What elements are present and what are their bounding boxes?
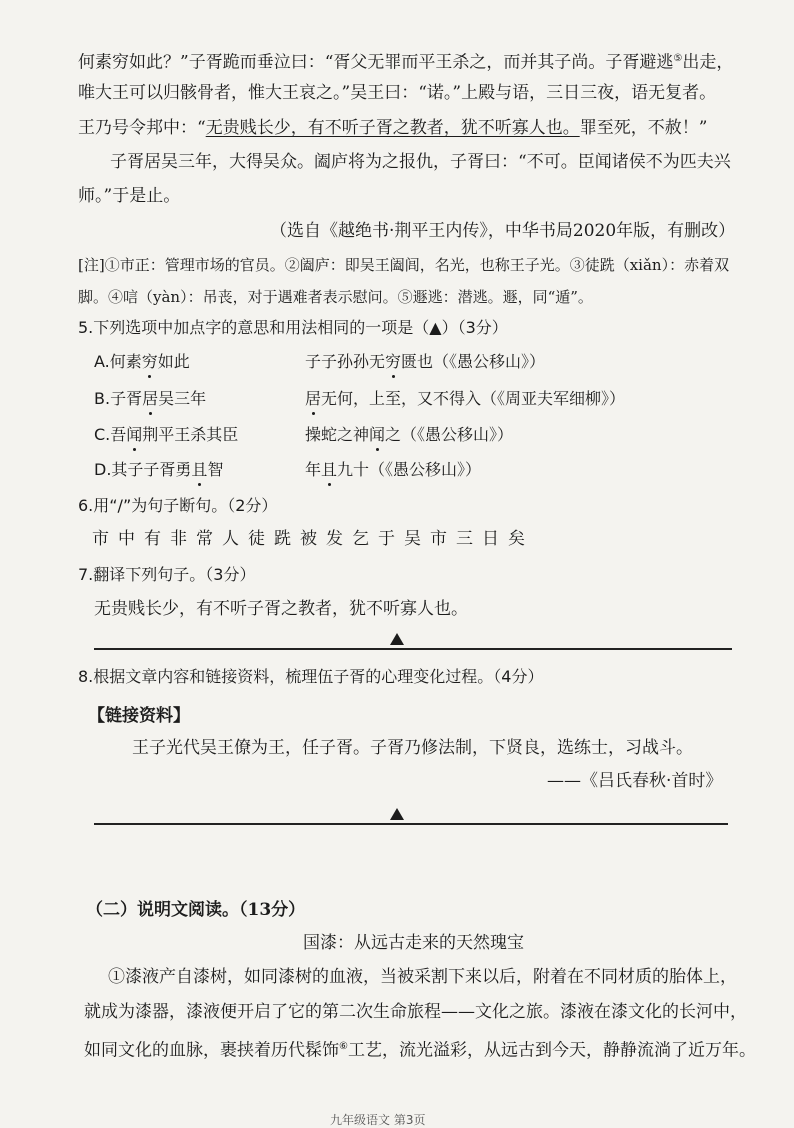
section2-heading: （二）说明文阅读。（13分） bbox=[86, 900, 306, 920]
article-para-line-2: 就成为漆器，漆液便开启了它的第二次生命旅程——文化之旅。漆液在漆文化的长河中， bbox=[84, 1002, 747, 1022]
answer-line-q8[interactable] bbox=[94, 823, 728, 825]
q5-option-c-right: 操蛇之神闻之（《愚公移山》） bbox=[305, 423, 513, 447]
q5-option-a-left: A.何素穷如此 bbox=[94, 350, 190, 374]
story-line-3: 王乃号令邦中：“无贵贱长少，有不听子胥之教者，犹不听寡人也。罪至死，不赦！” bbox=[78, 118, 708, 138]
link-text: 王子光代吴王僚为王，任子胥。子胥乃修法制，下贤良，选练士，习战斗。 bbox=[132, 738, 693, 758]
q5-stem: 5.下列选项中加点字的意思和用法相同的一项是（▲）（3分） bbox=[78, 318, 508, 337]
story-line-5: 师。”于是止。 bbox=[78, 186, 181, 206]
q5-option-b-left: B.子胥居吴三年 bbox=[94, 387, 206, 411]
story-line-4: 子胥居吴三年，大得吴众。阖庐将为之报仇，子胥曰：“不可。臣闻诸侯不为匹夫兴 bbox=[110, 152, 731, 172]
q8-stem: 8.根据文章内容和链接资料，梳理伍子胥的心理变化过程。（4分） bbox=[78, 667, 544, 686]
q7-sentence: 无贵贱长少，有不听子胥之教者，犹不听寡人也。 bbox=[94, 599, 468, 619]
link-source: ——《吕氏春秋·首时》 bbox=[547, 771, 723, 791]
q5-option-d-right: 年且九十（《愚公移山》） bbox=[305, 458, 481, 482]
story-source: （选自《越绝书·荆平王内传》，中华书局2020年版，有删改） bbox=[270, 221, 736, 241]
q5-option-c-left: C.吾闻荆平王杀其臣 bbox=[94, 423, 238, 447]
notes-line-2: 脚。④唁（yàn）：吊丧，对于遇难者表示慰问。⑤遯逃：潜逃。遯，同“遁”。 bbox=[78, 288, 593, 306]
q7-stem: 7.翻译下列句子。（3分） bbox=[78, 565, 256, 584]
notes-line-1: [注]①市正：管理市场的官员。②阖庐：即吴王阖闾，名光，也称王子光。③徒跣（xiǎn）：赤着双 bbox=[78, 256, 730, 274]
page-footer: 九年级语文 第3页 bbox=[330, 1113, 426, 1127]
q5-option-d-left: D.其子子胥勇且智 bbox=[94, 458, 223, 482]
article-para-line-1: ①漆液产自漆树，如同漆树的血液，当被采割下来以后，附着在不同材质的胎体上， bbox=[108, 967, 737, 987]
article-para-line-3: 如同文化的血脉，裹挟着历代髹饰⑥工艺，流光溢彩，从远古到今天，静静流淌了近万年。 bbox=[84, 1040, 756, 1061]
article-title: 国漆：从远古走来的天然瑰宝 bbox=[303, 933, 524, 953]
answer-line-q7[interactable] bbox=[94, 648, 732, 650]
story-line-1: 何素穷如此？”子胥跪而垂泣曰：“胥父无罪而平王杀之，而并其子尚。子胥避逃⑤出走， bbox=[78, 52, 734, 73]
q5-option-b-right: 居无何，上至，又不得入（《周亚夫军细柳》） bbox=[305, 387, 625, 411]
q5-option-a-right: 子子孙孙无穷匮也（《愚公移山》） bbox=[305, 350, 545, 374]
q6-sentence: 市中有非常人徒跣被发乞于吴市三日矣 bbox=[92, 529, 534, 549]
answer-triangle-icon bbox=[390, 633, 404, 645]
underlined-sentence: 无贵贱长少，有不听子胥之教者，犹不听寡人也。 bbox=[205, 118, 580, 138]
link-title: 【链接资料】 bbox=[88, 706, 190, 726]
story-line-2: 唯大王可以归骸骨者，惟大王哀之。”吴王曰：“诺。”上殿与语，三日三夜，语无复者。 bbox=[78, 83, 717, 103]
q6-stem: 6.用“/”为句子断句。（2分） bbox=[78, 496, 278, 515]
answer-triangle-icon bbox=[390, 808, 404, 820]
